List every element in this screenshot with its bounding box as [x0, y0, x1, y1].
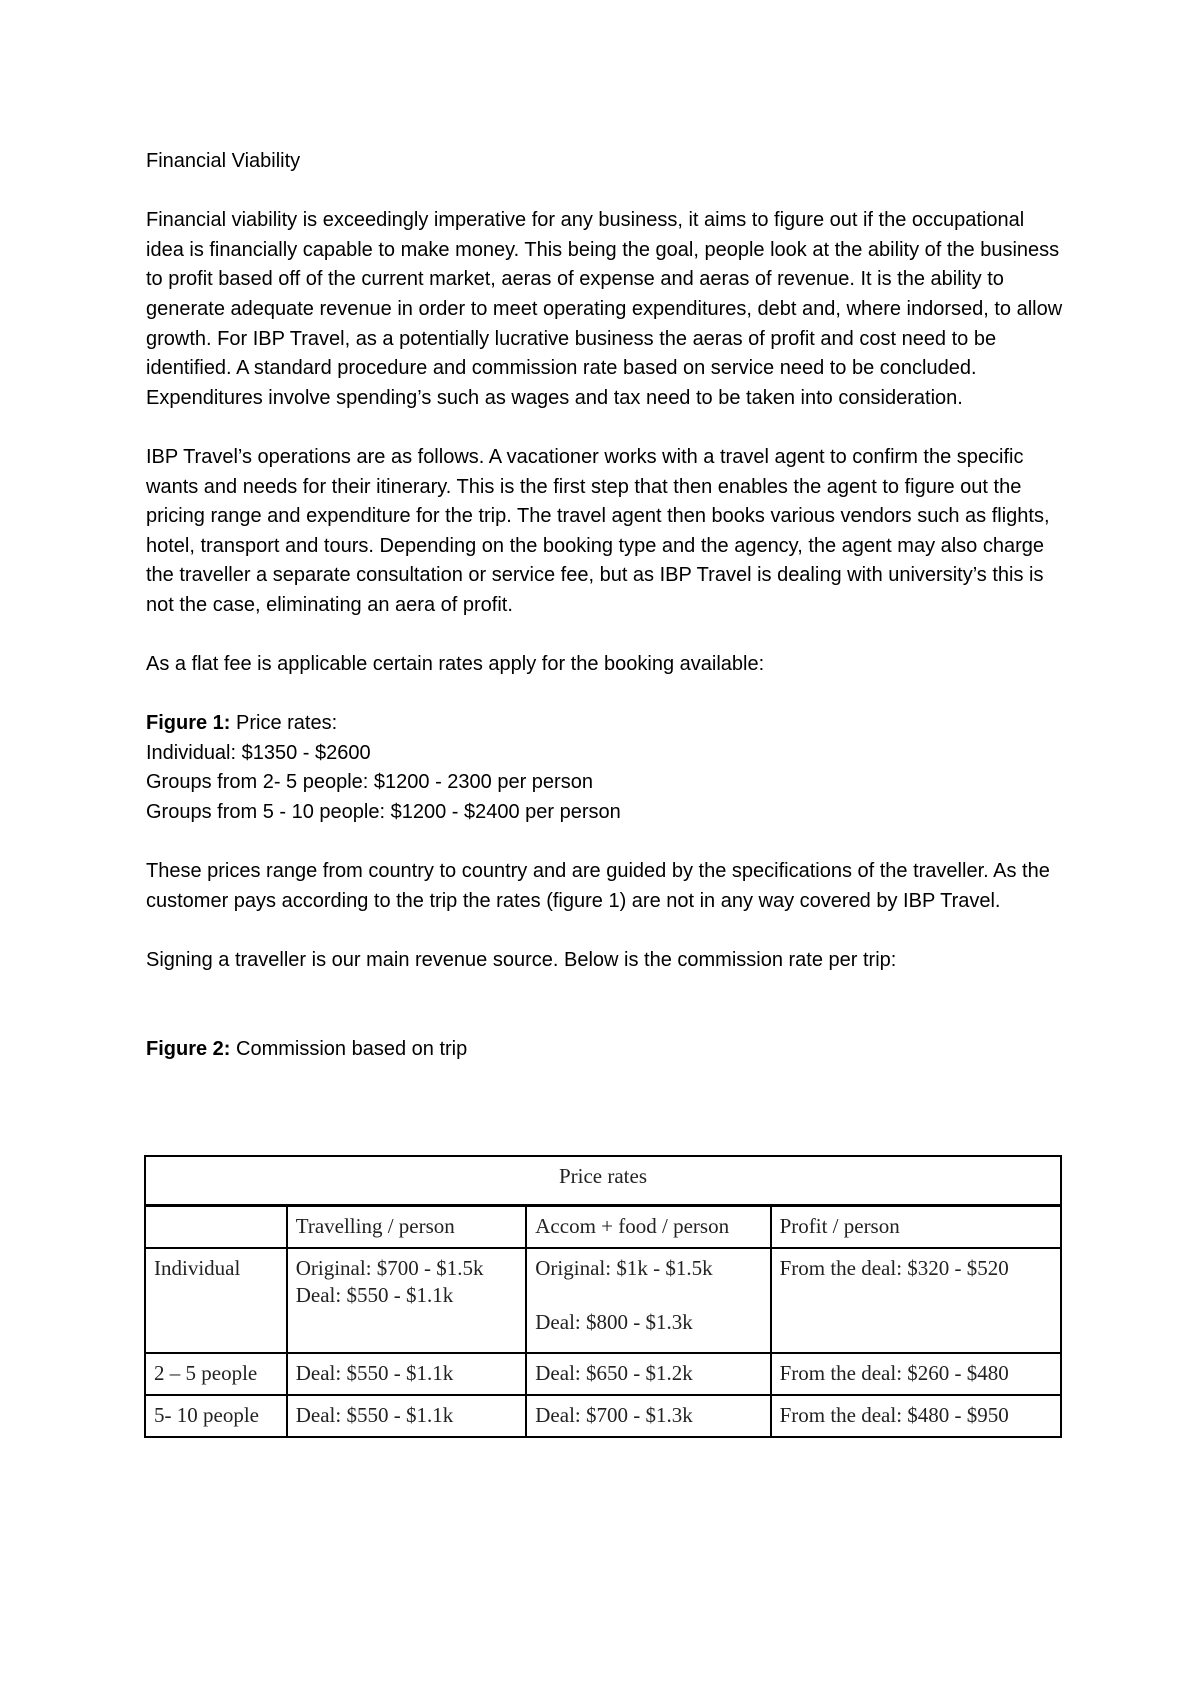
paragraph-intro: Financial viability is exceedingly imperative for any business, it aims to figure out if the occupational idea is financially capable to make money. This being the goal, people look at the ability of the business to profit based off of the current market, aeras of expense and aeras of revenue. It is the ability to generate adequate revenue in order to meet operating expenditures, debt and, where indorsed, to allow growth. For IBP Travel, as a potentially lucrative business the aeras of profit and cost need to be identified. A standard procedure and commission rate based on service need to be concluded. Expenditures involve spending’s such as wages and tax need to be taken into consideration. [146, 209, 1063, 409]
figure-2-caption-text: Commission based on trip [230, 1037, 468, 1060]
table-header-empty [145, 1206, 287, 1249]
cell-travelling-individual [287, 1248, 527, 1353]
cell-profit-individual: From the deal: $320 - $520 [771, 1248, 1061, 1353]
table-header-accom: Accom + food / person [526, 1206, 770, 1249]
document-body [146, 147, 1066, 1064]
cell-profit-2-5: From the deal: $260 - $480 [771, 1353, 1061, 1395]
figure-1-line-groups-5-10: Groups from 5 - 10 people: $1200 - $2400 per person [146, 801, 621, 824]
table-row [145, 1353, 1061, 1395]
figure-1-caption-text: Price rates: [230, 712, 338, 735]
cell-travelling-deal: Deal: $550 - $1.1k [295, 1283, 454, 1307]
page-title: Financial Viability [146, 150, 301, 172]
figure-2-label: Figure 2: [146, 1037, 231, 1060]
cell-travelling-5-10: Deal: $550 - $1.1k [287, 1395, 527, 1437]
table-header-profit: Profit / person [771, 1206, 1061, 1249]
paragraph-prices-range: These prices range from country to country and are guided by the specifications of the traveller. As the customer pays according to the trip the rates (figure 1) are not in any way covered by IBP Travel. [146, 860, 1050, 912]
cell-travelling-original: Original: $700 - $1.5k [295, 1256, 484, 1280]
cell-accom-5-10: Deal: $700 - $1.3k [526, 1395, 770, 1437]
cell-accom-individual [526, 1248, 770, 1353]
table-header-travelling: Travelling / person [287, 1206, 527, 1249]
figure-1-caption [146, 709, 1066, 739]
table-title-row [145, 1156, 1061, 1206]
paragraph-revenue-source: Signing a traveller is our main revenue source. Below is the commission rate per trip: [146, 949, 897, 972]
figure-2-caption [146, 1035, 1066, 1065]
cell-accom-original: Original: $1k - $1.5k [535, 1256, 713, 1280]
table-header-row [145, 1206, 1061, 1249]
table-title: Price rates [145, 1156, 1061, 1206]
row-label-2-5-people: 2 – 5 people [145, 1353, 287, 1395]
table-row [145, 1395, 1061, 1437]
cell-spacer [535, 1282, 761, 1309]
figure-1-line-groups-2-5: Groups from 2- 5 people: $1200 - 2300 per person [146, 771, 593, 794]
row-label-individual: Individual [145, 1248, 287, 1353]
commission-table [144, 1155, 1062, 1438]
cell-accom-2-5: Deal: $650 - $1.2k [526, 1353, 770, 1395]
cell-accom-deal: Deal: $800 - $1.3k [535, 1310, 693, 1334]
figure-1-label: Figure 1: [146, 712, 231, 735]
figure-1-line-individual: Individual: $1350 - $2600 [146, 741, 371, 764]
table-row [145, 1248, 1061, 1353]
figure-1 [146, 709, 1066, 827]
paragraph-flat-fee: As a flat fee is applicable certain rates apply for the booking available: [146, 653, 765, 676]
cell-travelling-2-5: Deal: $550 - $1.1k [287, 1353, 527, 1395]
cell-profit-5-10: From the deal: $480 - $950 [771, 1395, 1061, 1437]
paragraph-operations: IBP Travel’s operations are as follows. A vacationer works with a travel agent to confirm the specific wants and needs for their itinerary. This is the first step that then enables the agent to figure out the pricing range and expenditure for the trip. The travel agent then books various vendors such as flights, hotel, transport and tours. Depending on the booking type and the agency, the agent may also charge the traveller a separate consultation or service fee, but as IBP Travel is dealing with university’s this is not the case, eliminating an aera of profit. [146, 445, 1050, 616]
row-label-5-10-people: 5- 10 people [145, 1395, 287, 1437]
